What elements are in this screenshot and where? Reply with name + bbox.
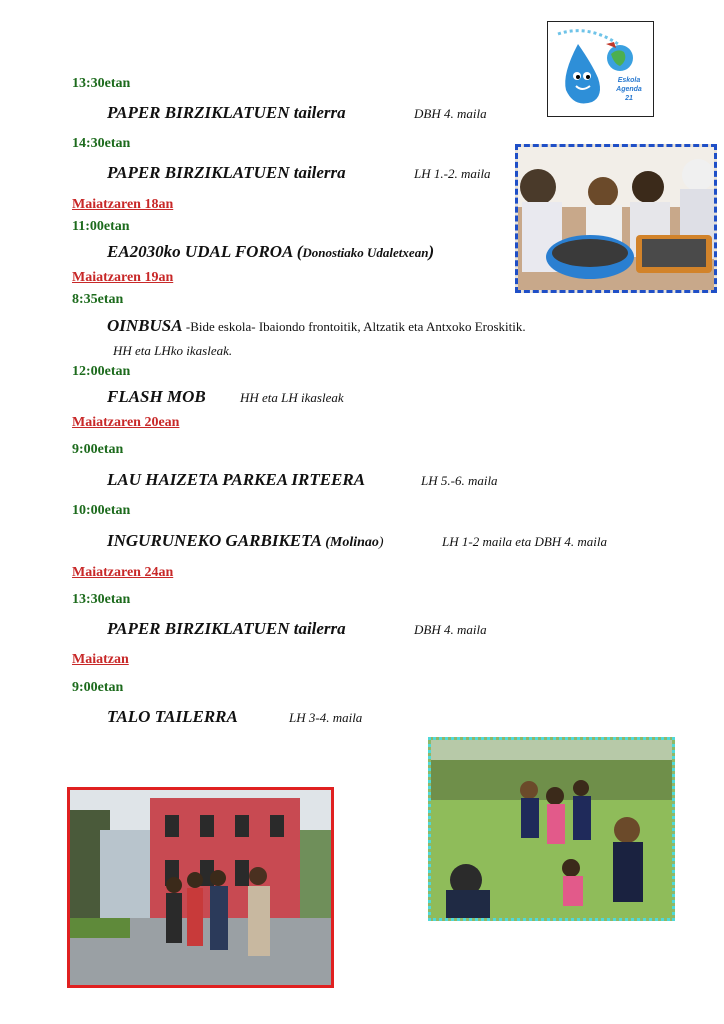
time-label: 9:00etan (72, 680, 124, 695)
time-label: 8:35etan (72, 292, 124, 307)
date-heading: Maiatzaren 20ean (72, 415, 180, 430)
date-heading: Maiatzaren 19an (72, 270, 174, 285)
time-label: 13:30etan (72, 76, 131, 91)
event-title (107, 316, 526, 336)
logo-text-line2: Agenda (616, 86, 642, 93)
park-outing-photo (428, 737, 675, 921)
event-title: FLASH MOB (107, 387, 206, 406)
event-group: LH 1-2 maila eta DBH 4. maila (442, 534, 608, 549)
paren-close: ) (378, 535, 384, 550)
event-group: LH 1.-2. maila (414, 166, 491, 181)
logo-text-line1: Eskola (617, 77, 641, 84)
event-title (107, 242, 434, 262)
event-title: LAU HAIZETA PARKEA IRTEERA (107, 470, 366, 489)
event-group: DBH 4. maila (414, 622, 487, 637)
event-title-text: INGURUNEKO GARBIKETA (107, 531, 321, 550)
event-group: HH eta LH ikasleak (240, 390, 344, 405)
event-title: TALO TAILERRA (107, 707, 238, 726)
paren-open: ( (325, 535, 330, 550)
date-heading: Maiatzaren 24an (72, 565, 174, 580)
event-location: Molinao (329, 535, 379, 550)
event-group: LH 3-4. maila (289, 710, 363, 725)
date-heading: Maiatzan (72, 652, 129, 667)
event-title: PAPER BIRZIKLATUEN tailerra (107, 619, 346, 638)
time-label: 13:30etan (72, 592, 131, 607)
time-label: 14:30etan (72, 136, 131, 151)
building-group-photo (67, 787, 334, 988)
event-group: HH eta LHko ikasleak. (113, 343, 233, 358)
event-description: -Bide eskola- Ibaiondo frontoitik, Altzatik eta Antxoko Eroskitik. (185, 319, 526, 334)
paren-close: ) (428, 242, 435, 261)
event-title-text: OINBUSA (107, 316, 182, 335)
event-title: PAPER BIRZIKLATUEN tailerra (107, 103, 346, 122)
eskola-agenda-logo (547, 21, 654, 117)
event-title: PAPER BIRZIKLATUEN tailerra (107, 163, 346, 182)
event-group: LH 5.-6. maila (421, 473, 498, 488)
time-label: 11:00etan (72, 219, 130, 234)
event-group: DBH 4. maila (414, 106, 487, 121)
date-heading: Maiatzaren 18an (72, 197, 174, 212)
time-label: 10:00etan (72, 503, 131, 518)
event-title (107, 531, 384, 551)
paper-workshop-photo (515, 144, 717, 293)
time-label: 12:00etan (72, 364, 131, 379)
logo-text-line3: 21 (625, 95, 633, 102)
paren-open: ( (296, 242, 303, 261)
time-label: 9:00etan (72, 442, 124, 457)
event-title-text: EA2030ko UDAL FOROA (107, 242, 293, 261)
event-location: Donostiako Udaletxean (302, 245, 429, 260)
